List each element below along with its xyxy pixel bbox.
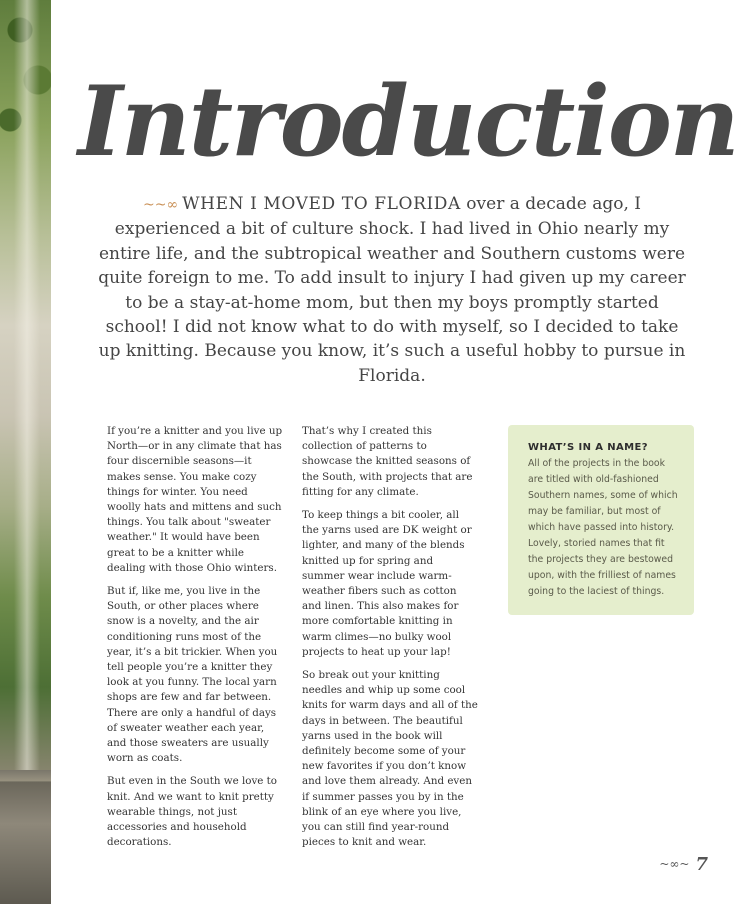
page-footer	[659, 850, 708, 878]
body-column-1	[107, 424, 283, 858]
body-paragraph: But even in the South we love to knit. And we want to knit pretty wearable things, not just accessories and household decorations.	[107, 775, 277, 849]
body-column-2	[302, 424, 478, 858]
page-title: Introduction	[78, 65, 738, 178]
intro-text: over a decade ago, I experienced a bit of culture shock. I had lived in Ohio nearly my entire life, and the subtropical weather and Southern customs were quite foreign to me. To add insult to injury I had given up my career to be a stay-at-home mom, but then my boys promptly started school! I did not know what to do with myself, so I decided to take up knitting. Because you know, it’s such a useful hobby to pursue in Florida.	[98, 194, 686, 386]
sidebar-heading: WHAT’S IN A NAME?	[528, 442, 648, 453]
intro-lead-in: WHEN I MOVED TO FLORIDA	[182, 194, 461, 214]
garden-photo-strip	[0, 0, 51, 904]
body-paragraph: But if, like me, you live in the South, or other places where snow is a novelty, and the air conditioning runs most of the year, it’s a bit trickier. When you tell people you’re a knitter they look at you funny. The local yarn shops are few and far between. There are only a handful of days of sweater weather each year, and those sweaters are usually worn as coats.	[107, 585, 278, 765]
body-paragraph: If you’re a knitter and you live up North—or in any climate that has four discernible seasons—it makes sense. You make cozy things for winter. You need woolly hats and mittens and such things. You talk about "sweater weather." It would have been great to be a knitter while dealing with those Ohio winters.	[107, 425, 283, 574]
ornament-icon: ~~∞	[142, 197, 179, 213]
porch-post-image	[14, 0, 40, 904]
sidebar-box	[508, 425, 694, 615]
sidebar-text: All of the projects in the book are titled with old-fashioned Southern names, some of which may be familiar, but most of which have passed into history. Lovely, storied names that fit the projects they are bestowed upon, with the frilliest of names going to the laciest of things.	[528, 458, 678, 597]
footer-ornament-icon: ~∞~	[659, 857, 690, 871]
body-paragraph: That’s why I created this collection of patterns to showcase the knitted seasons of the South, with projects that are fitting for any climate.	[302, 425, 473, 498]
intro-paragraph	[95, 192, 689, 388]
body-paragraph: So break out your knitting needles and whip up some cool knits for warm days and all of the days in between. The beautiful yarns used in the book will definitely become some of your new favorites if you don’t know and love them already. And even if summer passes you by in the blink of an eye where you live, you can still find year-round pieces to knit and wear.	[302, 669, 478, 849]
porch-railing-image	[0, 770, 51, 904]
body-paragraph: To keep things a bit cooler, all the yarns used are DK weight or lighter, and many of the blends knitted up for spring and summer wear include warm-weather fibers such as cotton and linen. This also makes for more comfortable knitting in warm climes—no bulky wool projects to heat up your lap!	[302, 509, 472, 658]
page-number: 7	[695, 853, 708, 875]
